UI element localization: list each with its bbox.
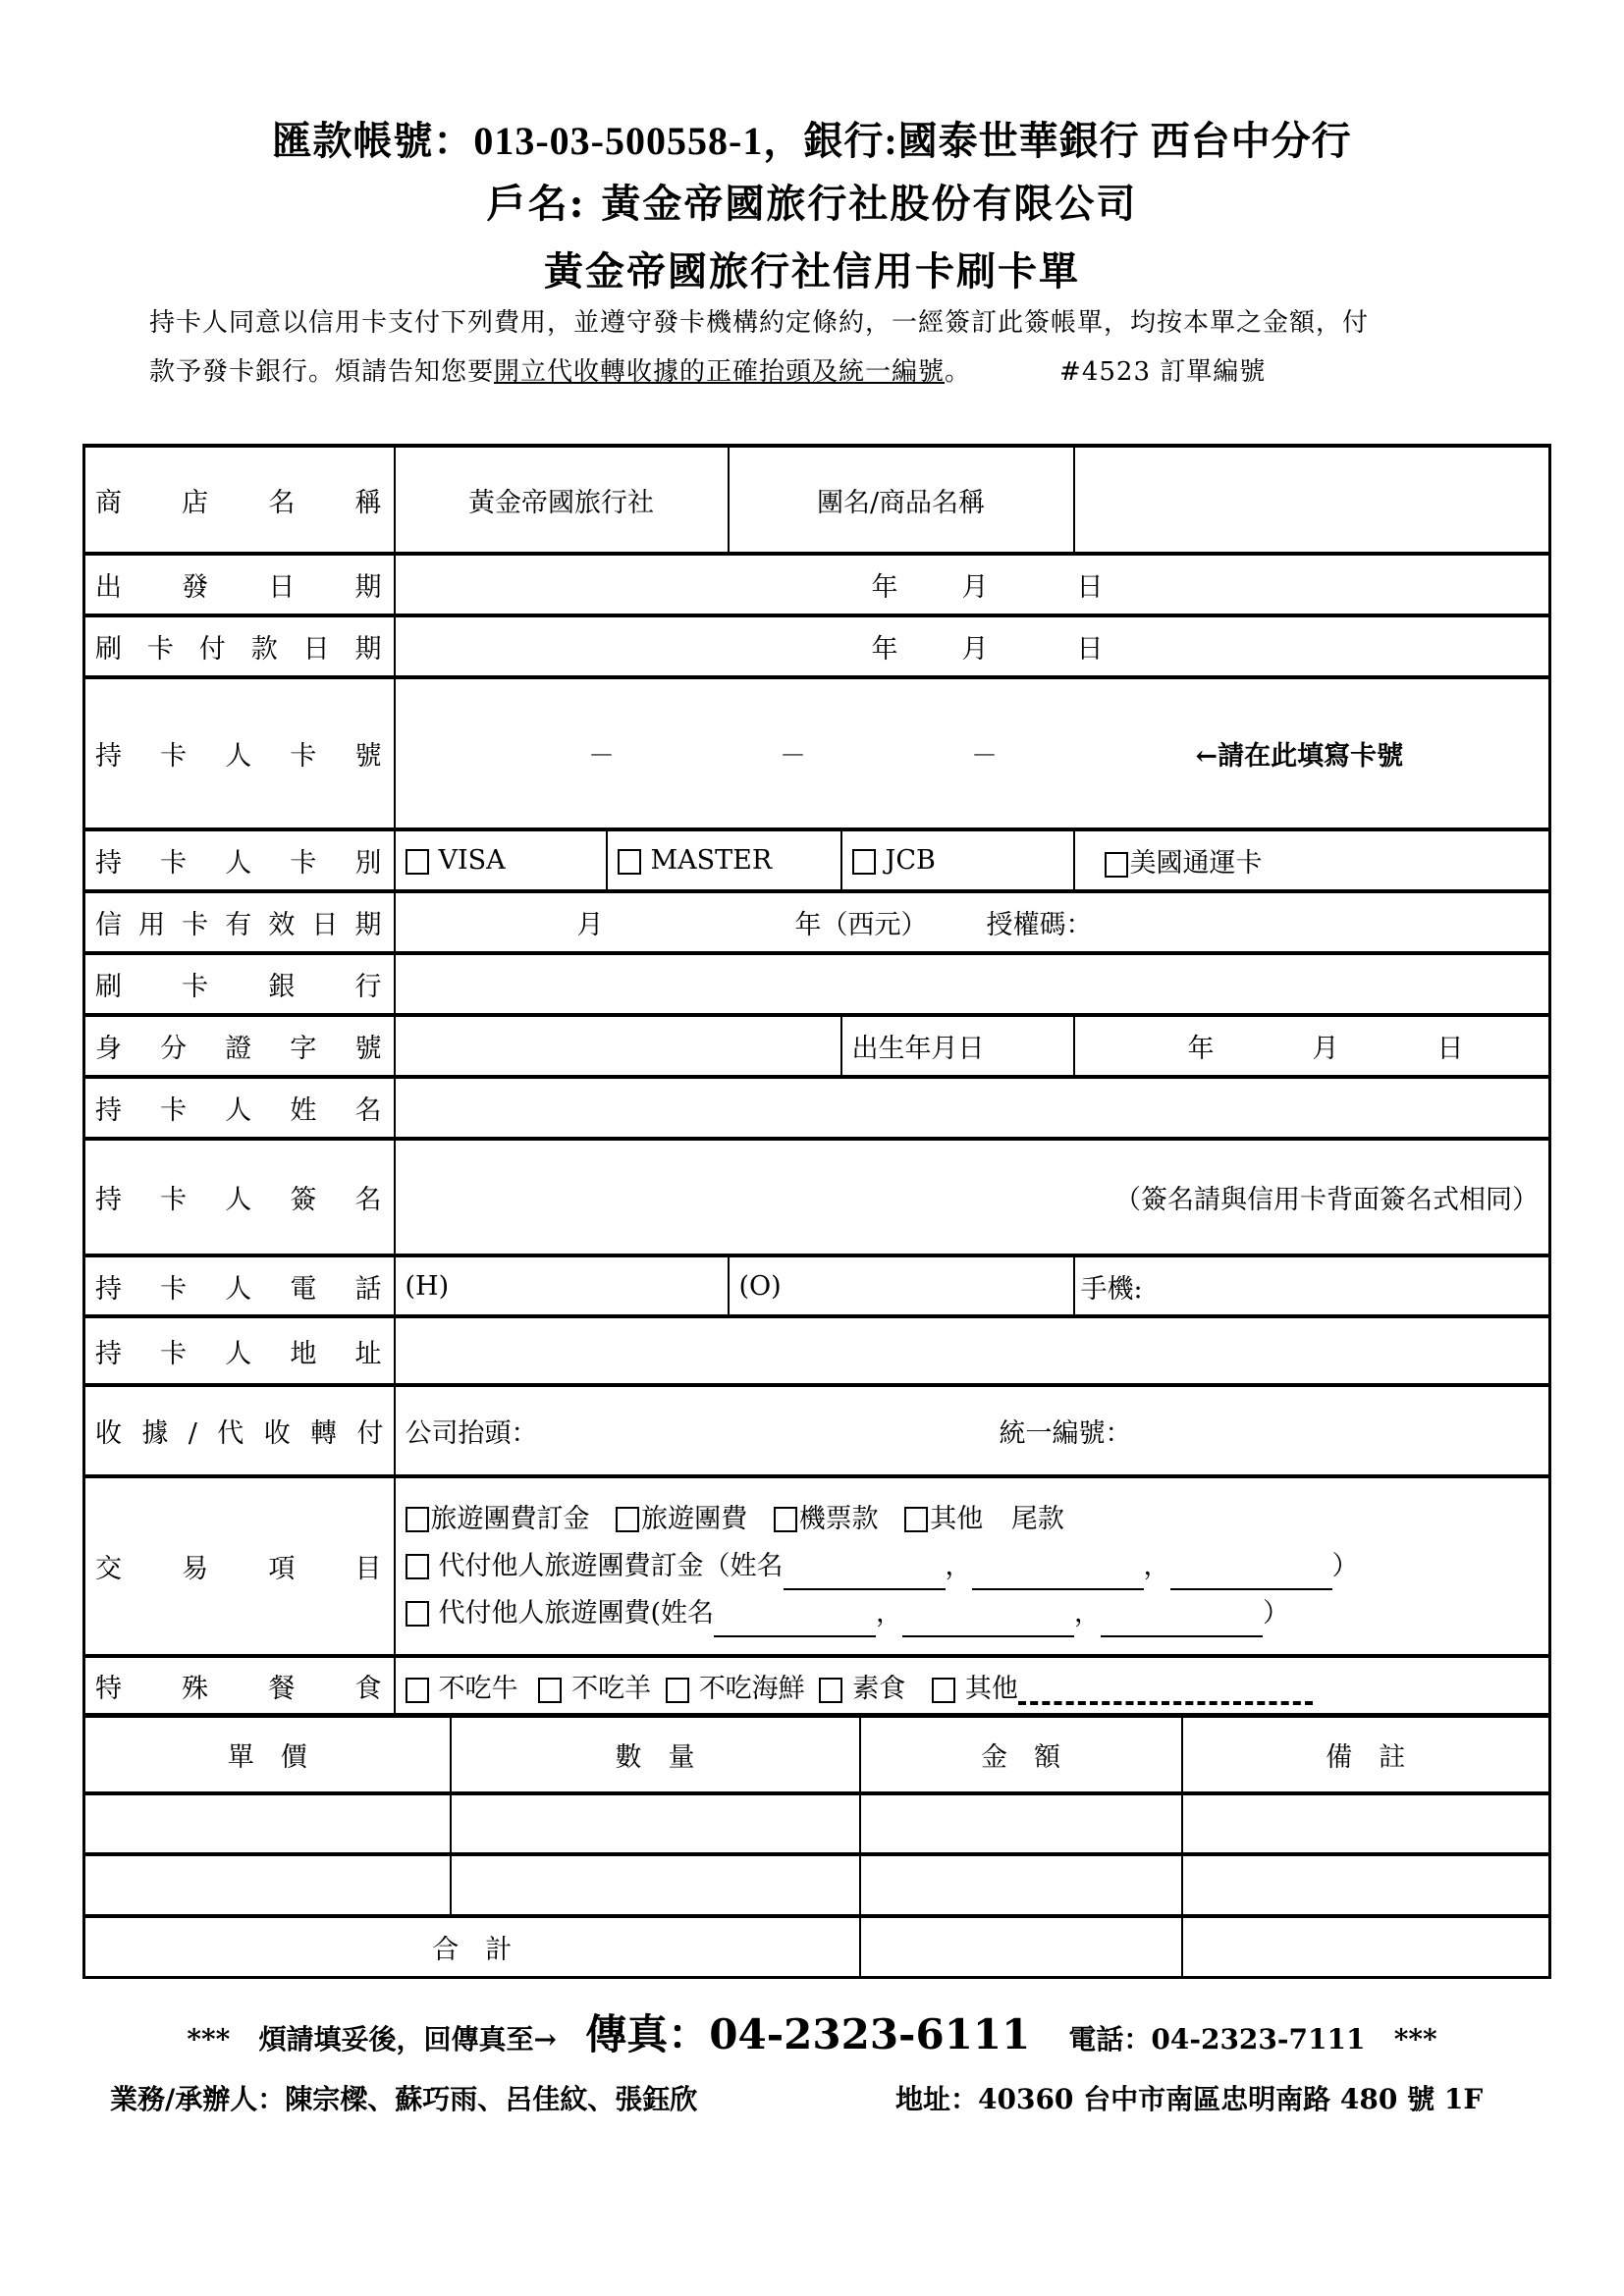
meal-field[interactable] (395, 1656, 1550, 1716)
bank-field[interactable] (395, 953, 1550, 1015)
payment-year: 年 (871, 634, 898, 665)
intro-prefix: 款予發卡銀行。煩請告知您要 (149, 357, 495, 387)
comma: ， (876, 1597, 903, 1629)
comma: ， (945, 1550, 972, 1581)
checkbox-master[interactable] (618, 849, 641, 875)
phone-mobile-label: 手機: (1080, 1273, 1143, 1305)
card-type-amex[interactable] (1074, 829, 1550, 891)
col-amount: 金 額 (860, 1715, 1182, 1793)
proxy-deposit-name-2[interactable] (972, 1563, 1144, 1590)
label-payment-date: 刷卡付款日期 (84, 615, 395, 677)
remittance-info: 匯款帳號：013-03-500558-1，銀行:國泰世華銀行 西台中分行 (272, 119, 1352, 163)
card-type-visa[interactable] (395, 829, 607, 891)
stars-left: *** (187, 2023, 231, 2056)
checkbox-proxy-fee[interactable] (406, 1601, 429, 1627)
intro-suffix: 。 (945, 357, 972, 387)
transaction-field[interactable] (395, 1476, 1550, 1656)
other-label: 其他 (930, 1503, 984, 1534)
intro-line-1: 持卡人同意以信用卡支付下列費用，並遵守發卡機構約定條約，一經簽訂此簽帳單，均按本單之金額，付 (149, 308, 1370, 338)
proxy-deposit-name-3[interactable] (1170, 1563, 1332, 1590)
id-number-field[interactable] (395, 1015, 841, 1077)
unit-price-cell[interactable] (84, 1854, 451, 1916)
checkbox-meal-other[interactable] (932, 1678, 955, 1703)
proxy-fee-label: 代付他人旅遊團費(姓名 (438, 1597, 715, 1629)
checkbox-visa[interactable] (406, 849, 429, 875)
staff-contacts: 業務/承辦人：陳宗樑、蘇巧雨、呂佳紋、張鈺欣 (110, 2083, 698, 2115)
tour-fee-label: 旅遊團費 (641, 1503, 748, 1534)
checkbox-jcb[interactable] (852, 849, 876, 875)
label-expiry: 信用卡有效日期 (84, 891, 395, 953)
balance-note: 尾款 (1010, 1503, 1064, 1534)
card-type-master-label: MASTER (650, 845, 773, 876)
product-name-label: 團名/商品名稱 (729, 446, 1074, 554)
proxy-deposit-label: 代付他人旅遊團費訂金（姓名 (438, 1550, 784, 1581)
vegetarian-label: 素食 (852, 1674, 906, 1705)
proxy-fee-line (406, 1590, 1540, 1637)
card-type-visa-label: VISA (438, 845, 506, 876)
card-number-hint: ←請在此填寫卡號 (1195, 741, 1404, 772)
card-type-jcb-label: JCB (885, 845, 936, 876)
label-holder-name: 持卡人姓名 (84, 1077, 395, 1139)
row-card-type (84, 829, 1550, 891)
total-amount-cell[interactable] (860, 1916, 1182, 1977)
note-cell[interactable] (1182, 1854, 1550, 1916)
birth-day: 日 (1436, 1034, 1464, 1064)
meal-other-field[interactable] (1018, 1674, 1313, 1705)
card-type-amex-label: 美國通運卡 (1129, 848, 1263, 879)
quantity-cell[interactable] (451, 1793, 860, 1854)
row-meal (84, 1656, 1550, 1716)
intro-line-2 (149, 351, 1524, 388)
checkbox-vegetarian[interactable] (819, 1678, 842, 1703)
office-address: 地址：40360 台中市南區忠明南路 480 號 1F (895, 2083, 1484, 2115)
no-beef-label: 不吃牛 (438, 1674, 518, 1705)
close-paren: ） (1263, 1597, 1290, 1629)
unit-price-cell[interactable] (84, 1793, 451, 1854)
form-title: 黃金帝國旅行社信用卡刷卡單 (544, 248, 1080, 294)
row-phone (84, 1255, 1550, 1316)
label-meal: 特殊餐食 (84, 1656, 395, 1716)
row-signature (84, 1139, 1550, 1255)
label-receipt: 收據/代收轉付 (84, 1385, 395, 1476)
proxy-fee-name-1[interactable] (714, 1610, 876, 1637)
amount-cell[interactable] (860, 1793, 1182, 1854)
row-bank (84, 953, 1550, 1015)
table-row (84, 1793, 1550, 1854)
card-type-jcb[interactable] (841, 829, 1074, 891)
label-id-number: 身分證字號 (84, 1015, 395, 1077)
credit-card-form (82, 444, 1551, 1718)
tax-id-label: 統一編號： (999, 1418, 1132, 1449)
birth-date-field[interactable] (1074, 1015, 1550, 1077)
label-card-type: 持卡人卡別 (84, 829, 395, 891)
auth-code-label: 授權碼： (986, 910, 1093, 940)
checkbox-amex[interactable] (1105, 852, 1128, 878)
col-quantity: 數 量 (451, 1715, 860, 1793)
departure-date-field[interactable] (395, 554, 1550, 615)
company-title-label: 公司抬頭： (405, 1418, 538, 1449)
label-address: 持卡人地址 (84, 1316, 395, 1385)
checkbox-no-beef[interactable] (406, 1678, 429, 1703)
expiry-field[interactable] (395, 891, 1550, 953)
checkbox-air-ticket[interactable] (774, 1507, 797, 1532)
birth-date-label: 出生年月日 (841, 1015, 1074, 1077)
checkbox-proxy-deposit[interactable] (406, 1554, 429, 1579)
phone-home-field[interactable] (395, 1255, 729, 1316)
store-name-value: 黃金帝國旅行社 (395, 446, 729, 554)
staff-address-line (110, 2078, 1543, 2117)
air-ticket-label: 機票款 (798, 1503, 879, 1534)
expiry-month: 月 (576, 910, 604, 940)
fax-instructions (0, 2002, 1624, 2061)
transaction-options (406, 1496, 1540, 1543)
stars-right: *** (1393, 2023, 1437, 2056)
proxy-fee-name-2[interactable] (902, 1610, 1074, 1637)
row-payment-date (84, 615, 1550, 677)
card-number-field[interactable] (395, 677, 1550, 829)
proxy-fee-name-3[interactable] (1101, 1610, 1263, 1637)
tour-deposit-label: 旅遊團費訂金 (430, 1503, 590, 1534)
total-label: 合 計 (84, 1916, 860, 1977)
phone-mobile-field[interactable] (1074, 1255, 1550, 1316)
col-unit-price: 單 價 (84, 1715, 451, 1793)
card-sep-3: － (971, 741, 998, 772)
payment-month: 月 (961, 634, 989, 665)
row-card-number (84, 677, 1550, 829)
label-signature: 持卡人簽名 (84, 1139, 395, 1255)
row-transaction (84, 1476, 1550, 1656)
label-store-name: 商店名稱 (84, 446, 395, 554)
table-row (84, 1854, 1550, 1916)
payment-date-field[interactable] (395, 615, 1550, 677)
card-sep-2: － (780, 741, 806, 772)
signature-note: （簽名請與信用卡背面簽名式相同） (1114, 1185, 1540, 1215)
checkbox-tour-deposit[interactable] (406, 1507, 429, 1532)
no-seafood-label: 不吃海鮮 (698, 1674, 805, 1705)
row-id-number (84, 1015, 1550, 1077)
row-store-name (84, 446, 1550, 554)
address-field[interactable] (395, 1316, 1550, 1385)
checkbox-no-seafood[interactable] (666, 1678, 689, 1703)
product-name-field[interactable] (1074, 446, 1550, 554)
col-note: 備 註 (1182, 1715, 1550, 1793)
phone-number: 電話：04-2323-7111 (1068, 2023, 1366, 2056)
payment-day: 日 (1076, 634, 1104, 665)
card-type-master[interactable] (607, 829, 841, 891)
phone-office-field[interactable] (729, 1255, 1074, 1316)
row-address (84, 1316, 1550, 1385)
label-phone: 持卡人電話 (84, 1255, 395, 1316)
expiry-year: 年（西元） (794, 910, 928, 940)
items-header-row (84, 1715, 1550, 1793)
row-holder-name (84, 1077, 1550, 1139)
phone-home-label: (H) (405, 1270, 450, 1302)
checkbox-other[interactable] (904, 1507, 928, 1532)
label-card-number: 持卡人卡號 (84, 677, 395, 829)
row-departure-date (84, 554, 1550, 615)
checkbox-tour-fee[interactable] (616, 1507, 639, 1532)
departure-day: 日 (1076, 572, 1104, 603)
card-sep-1: － (588, 741, 615, 772)
birth-month: 月 (1312, 1034, 1339, 1064)
label-transaction: 交易項目 (84, 1476, 395, 1656)
proxy-deposit-line (406, 1543, 1540, 1590)
label-bank: 刷卡銀行 (84, 953, 395, 1015)
departure-year: 年 (871, 572, 898, 603)
phone-office-label: (O) (738, 1270, 782, 1302)
departure-month: 月 (961, 572, 989, 603)
total-note-cell[interactable] (1182, 1916, 1550, 1977)
intro-underlined: 開立代收轉收據的正確抬頭及統一編號 (494, 357, 946, 387)
no-lamb-label: 不吃羊 (571, 1674, 652, 1705)
row-expiry (84, 891, 1550, 953)
comma: ， (1074, 1597, 1102, 1629)
note-cell[interactable] (1182, 1793, 1550, 1854)
fax-prompt: 煩請填妥後，回傳真至→ (258, 2023, 558, 2056)
amount-cell[interactable] (860, 1854, 1182, 1916)
proxy-deposit-name-1[interactable] (784, 1563, 946, 1590)
signature-field[interactable] (395, 1139, 1550, 1255)
receipt-field[interactable] (395, 1385, 1550, 1476)
checkbox-no-lamb[interactable] (538, 1678, 562, 1703)
meal-other-label: 其他 (964, 1674, 1018, 1705)
row-receipt (84, 1385, 1550, 1476)
account-name: 戶名: 黃金帝國旅行社股份有限公司 (486, 181, 1138, 227)
items-table (82, 1713, 1551, 1979)
birth-year: 年 (1187, 1034, 1215, 1064)
holder-name-field[interactable] (395, 1077, 1550, 1139)
comma: ， (1143, 1550, 1170, 1581)
fax-number: 傳真：04-2323-6111 (585, 2010, 1031, 2058)
total-row (84, 1916, 1550, 1977)
close-paren: ） (1331, 1550, 1359, 1581)
label-departure-date: 出發日期 (84, 554, 395, 615)
order-number: #4523 訂單編號 (1059, 357, 1267, 387)
quantity-cell[interactable] (451, 1854, 860, 1916)
